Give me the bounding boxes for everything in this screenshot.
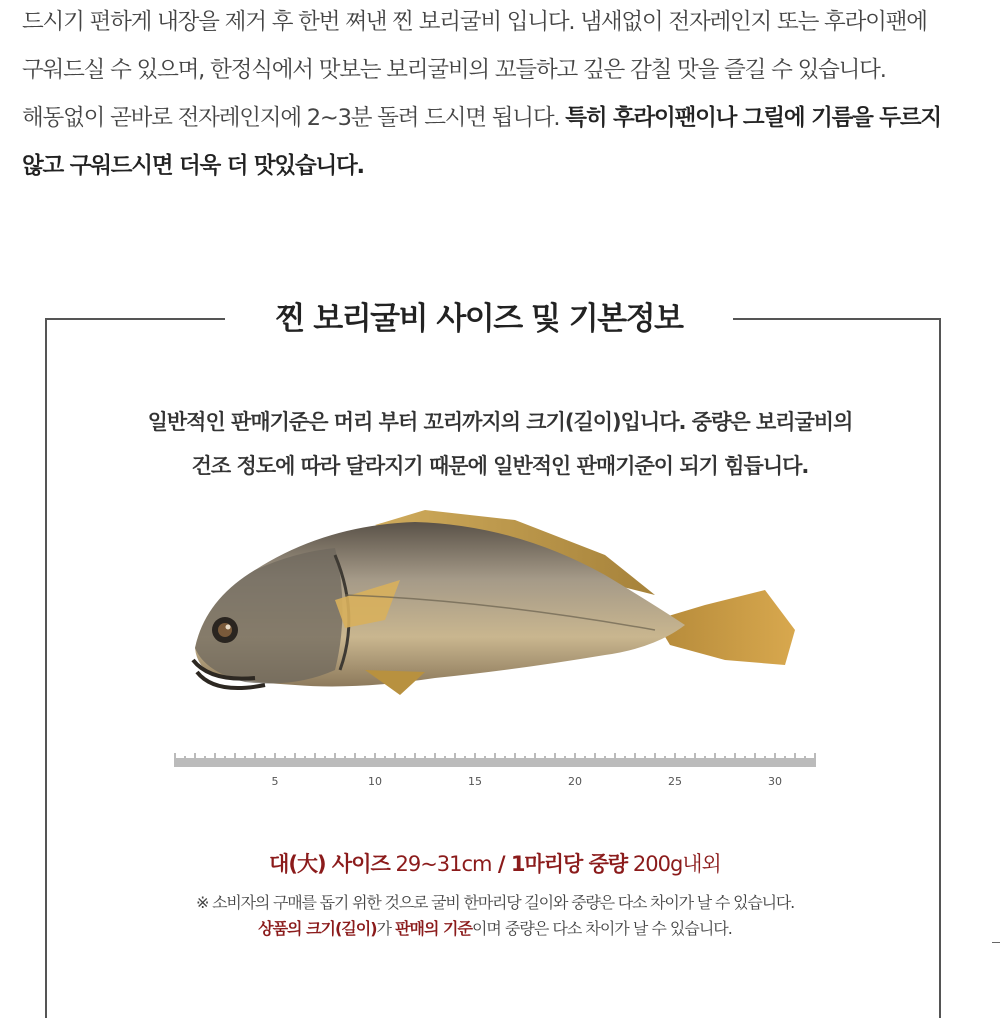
note-2-end: 이며 중량은 다소 차이가 날 수 있습니다. bbox=[471, 919, 732, 938]
section-title-wrap bbox=[225, 294, 733, 344]
ruler-label: 30 bbox=[768, 775, 782, 788]
note-2-mid: 가 bbox=[376, 919, 396, 938]
ruler-label: 10 bbox=[368, 775, 382, 788]
section-description bbox=[60, 400, 940, 488]
note-2-red-1: 상품의 크기(길이) bbox=[258, 919, 377, 938]
intro-line-1: 드시기 편하게 내장을 제거 후 한번 쪄낸 찐 보리굴비 입니다. 냄새없이 전자레인지 또는 후라이팬에 bbox=[22, 9, 927, 35]
intro-text bbox=[22, 0, 982, 190]
ruler-label: 20 bbox=[568, 775, 582, 788]
section-title: 찐 보리굴비 사이즈 및 기본정보 bbox=[275, 301, 683, 337]
note-1: ※ 소비자의 구매를 돕기 위한 것으로 굴비 한마리당 길이와 중량은 다소 차이가 날 수 있습니다. bbox=[196, 893, 794, 912]
note-2 bbox=[0, 916, 990, 939]
measuring-ruler bbox=[170, 745, 820, 795]
side-tick-mark bbox=[992, 942, 1000, 943]
ruler-label: 5 bbox=[271, 775, 279, 788]
size-info bbox=[0, 848, 990, 878]
ruler-label: 25 bbox=[668, 775, 682, 788]
note-2-red-2: 판매의 기준 bbox=[395, 919, 472, 938]
size-separator: / bbox=[491, 852, 511, 876]
intro-line-4-bold: 않고 구워드시면 더욱 더 맛있습니다. bbox=[22, 153, 364, 179]
dried-fish-image bbox=[185, 500, 805, 720]
size-label: 대(大) 사이즈 bbox=[269, 852, 390, 876]
size-value: 29~31cm bbox=[395, 852, 492, 876]
weight-label: 1마리당 중량 bbox=[510, 852, 628, 876]
desc-line-2: 건조 정도에 따라 달라지기 때문에 일반적인 판매기준이 되기 힘듭니다. bbox=[191, 454, 809, 478]
intro-line-3-bold: 특히 후라이팬이나 그릴에 기름을 두르지 bbox=[565, 105, 941, 131]
fish-head bbox=[195, 548, 343, 684]
intro-line-2: 구워드실 수 있으며, 한정식에서 맛보는 보리굴비의 꼬들하고 깊은 감칠 맛을 즐길 수 있습니다. bbox=[22, 57, 886, 83]
intro-line-4 bbox=[22, 142, 982, 190]
ruler-label: 15 bbox=[468, 775, 482, 788]
intro-line-3 bbox=[22, 94, 982, 142]
desc-line-1: 일반적인 판매기준은 머리 부터 꼬리까지의 크기(길이)입니다. 중량은 보리굴비의 bbox=[147, 410, 853, 434]
intro-line-3-plain: 해동없이 곧바로 전자레인지에 2~3분 돌려 드시면 됩니다. bbox=[22, 105, 566, 131]
weight-value: 200g내외 bbox=[632, 852, 721, 876]
